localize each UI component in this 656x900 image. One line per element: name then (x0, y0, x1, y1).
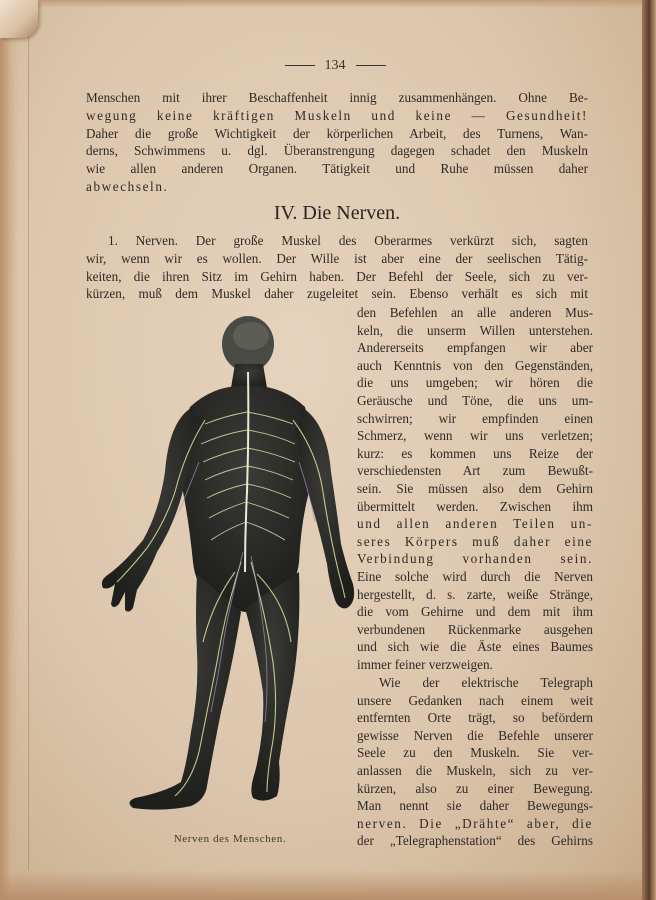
text-line: der „Telegraphenstation“ des Gehirns (357, 833, 593, 849)
text-line: Andererseits empfangen wir aber (357, 340, 593, 356)
text-line: verbundenen Rückenmarke ausgehen (357, 621, 593, 637)
text-line: sein. Sie müssen also dem Gehirn (357, 480, 593, 496)
text-line: entfernten Orte trägt, so befördern (357, 710, 593, 726)
text-line: Menschen mit ihrer Beschaffenheit innig zusammenhängen. Ohne Be- (86, 90, 588, 105)
text-line: 1. Nerven. Der große Muskel des Oberarmes verkürzt sich, sagten (108, 233, 588, 248)
page-number (270, 58, 400, 74)
text-line: Verbindung vorhanden sein. (357, 551, 593, 567)
human-figure-nerves-icon (95, 312, 360, 832)
text-line: gewisse Nerven die Befehle unserer (357, 727, 593, 743)
intro-paragraph (86, 89, 588, 196)
text-line: keln, die unserm Willen unterstehen. (357, 322, 593, 338)
dash-right (356, 65, 386, 66)
text-line: und allen anderen Teilen un- (357, 516, 593, 532)
right-column-paragraph-1 (357, 304, 593, 673)
text-line: wie allen anderen Organen. Tätigkeit und Ruhe müssen daher (86, 161, 588, 177)
text-line: nerven. Die „Drähte“ aber, die (357, 815, 593, 831)
text-line: Seele zu den Muskeln. Sie ver- (357, 745, 593, 761)
text-line: kurz: es kommen uns Reize der (357, 445, 593, 461)
figure-caption: Nerven des Menschen. (173, 833, 287, 845)
page-top-edge (0, 0, 656, 8)
page-binding-line (28, 30, 29, 870)
text-line: die uns umgeben; wir hören die (357, 375, 593, 391)
text-line: Eine solche wird durch die Nerven (357, 568, 593, 584)
text-line: Geräusche und Töne, die uns um- (357, 392, 593, 408)
section-heading: IV. Die Nerven. (273, 202, 401, 224)
nerves-paragraph-intro (86, 232, 588, 303)
dog-ear-corner (0, 0, 38, 38)
text-line: seres Körpers muß daher eine (357, 533, 593, 549)
page-left-edge (0, 0, 18, 900)
text-line: kürzen, also zu einer Bewegung. (357, 780, 593, 796)
text-line: hergestellt, d. s. zarte, weiße Stränge, (357, 586, 593, 602)
dash-left (285, 65, 315, 66)
text-line: derns, Schwimmens u. dgl. Überanstrengung dagegen schadet den Muskeln (86, 143, 588, 159)
text-line: Schmerz, wenn wir uns verletzen; (357, 428, 593, 444)
right-column-paragraph-2 (357, 674, 593, 850)
text-line: keiten, die ihren Sitz im Gehirn haben. Der Befehl der Seele, sich zu ver- (86, 268, 588, 284)
page-right-edge (642, 0, 656, 900)
text-line: auch Kenntnis von den Gegenständen, (357, 357, 593, 373)
text-line: Man nennt sie daher Bewegungs- (357, 798, 593, 814)
text-line: abwechseln. (86, 178, 169, 194)
page-bottom-edge (0, 870, 656, 900)
text-line: verschiedensten Art zum Bewußt- (357, 463, 593, 479)
text-line: kürzen, muß dem Muskel daher zugeleitet sein. Ebenso verhält es sich mit (86, 286, 588, 302)
text-line: übermittelt werden. Zwischen ihm (357, 498, 593, 514)
text-line: unsere Gedanken nach einem weit (357, 692, 593, 708)
text-line: und sich wie die Äste eines Baumes (357, 639, 593, 655)
text-line: den Befehlen an alle anderen Mus- (357, 305, 593, 320)
text-line: wir, wenn wir es wollen. Der Wille ist aber eine der seelischen Tätig- (86, 250, 588, 266)
text-line: Wie der elektrische Telegraph (379, 675, 593, 690)
text-line: Daher die große Wichtigkeit der körperlichen Arbeit, des Turnens, Wan- (86, 125, 588, 141)
page-number-text: 134 (324, 58, 346, 73)
text-line: anlassen die Muskeln, sich zu ver- (357, 762, 593, 778)
text-line: wegung keine kräftigen Muskeln und keine — Gesundheit! (86, 107, 588, 123)
text-line: immer feiner verzweigen. (357, 656, 493, 672)
text-line: schwirren; wir empfinden einen (357, 410, 593, 426)
nervous-system-illustration (95, 312, 360, 832)
text-line: die vom Gehirne und dem mit ihm (357, 604, 593, 620)
